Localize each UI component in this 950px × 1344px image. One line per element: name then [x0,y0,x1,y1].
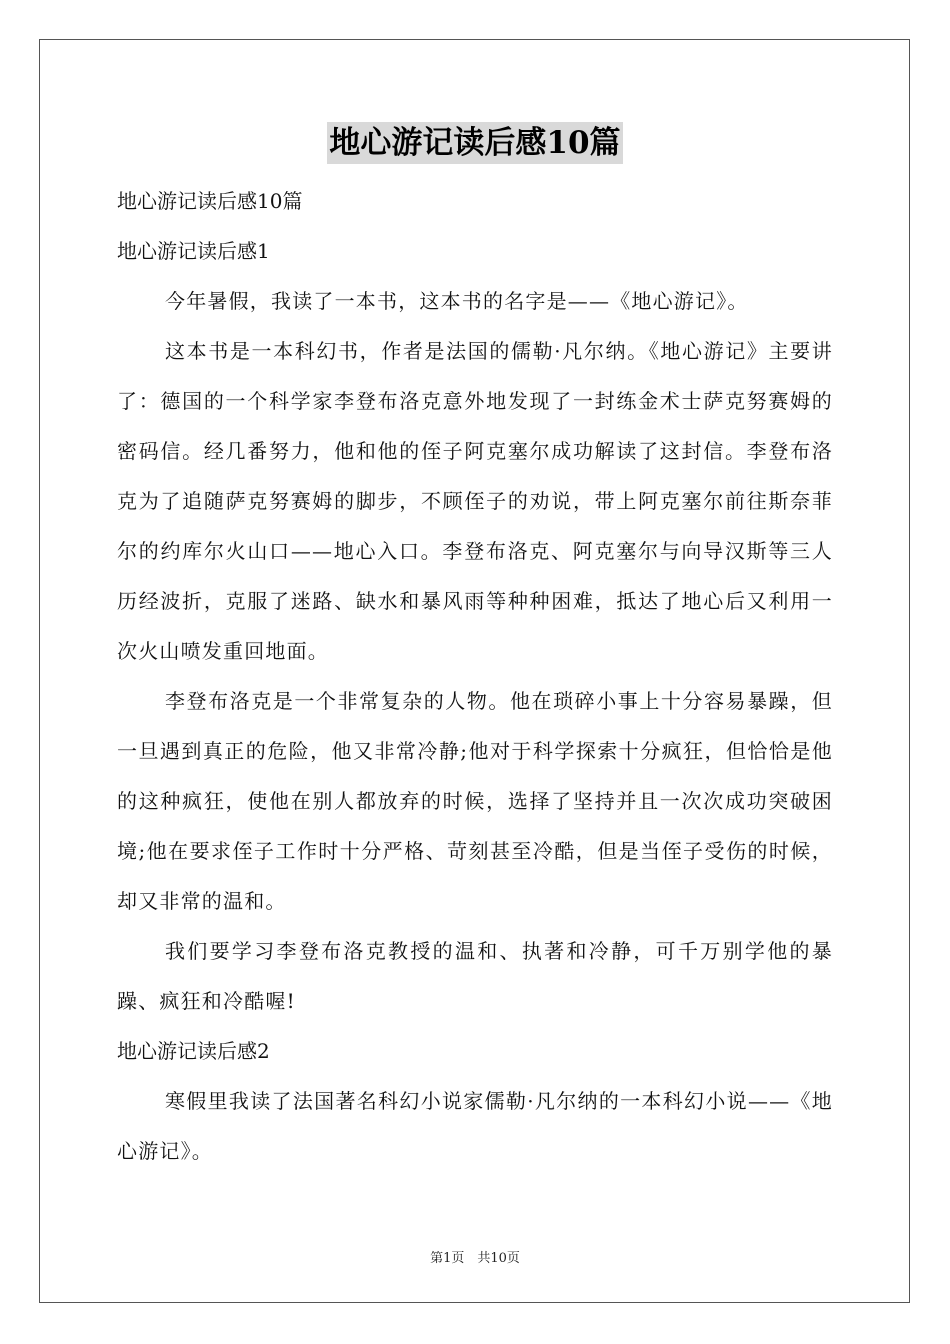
title-area [0,122,950,164]
section-heading: 地心游记读后感2 [117,1039,270,1063]
document-title: 地心游记读后感10篇 [327,122,622,164]
document-subtitle: 地心游记读后感10篇 [117,189,303,213]
paragraph: 寒假里我读了法国著名科幻小说家儒勒·凡尔纳的一本科幻小说——《地心游记》。 [117,1089,833,1163]
section-1 [117,226,833,1026]
section-heading: 地心游记读后感1 [117,239,270,263]
page-number: 第1页 共10页 [430,1251,520,1266]
document-body [117,176,833,1176]
page-footer [0,1247,950,1266]
paragraph: 今年暑假，我读了一本书，这本书的名字是——《地心游记》。 [165,289,749,313]
paragraph: 我们要学习李登布洛克教授的温和、执著和冷静，可千万别学他的暴躁、疯狂和冷酷喔! [117,939,833,1013]
section-2 [117,1026,833,1176]
paragraph: 这本书是一本科幻书，作者是法国的儒勒·凡尔纳。《地心游记》主要讲了：德国的一个科学家李登布洛克意外地发现了一封练金术士萨克努赛姆的密码信。经几番努力，他和他的侄子阿克塞尔成功解读了这封信。李登布洛克为了追随萨克努赛姆的脚步，不顾侄子的劝说，带上阿克塞尔前往斯奈菲尔的约库尔火山口——地心入口。李登布洛克、阿克塞尔与向导汉斯等三人历经波折，克服了迷路、缺水和暴风雨等种种困难，抵达了地心后又利用一次火山喷发重回地面。 [117,339,833,663]
paragraph: 李登布洛克是一个非常复杂的人物。他在琐碎小事上十分容易暴躁，但一旦遇到真正的危险，他又非常冷静;他对于科学探索十分疯狂，但恰恰是他的这种疯狂，使他在别人都放弃的时候，选择了坚持并且一次次成功突破困境;他在要求侄子工作时十分严格、苛刻甚至冷酷，但是当侄子受伤的时候，却又非常的温和。 [117,689,833,913]
